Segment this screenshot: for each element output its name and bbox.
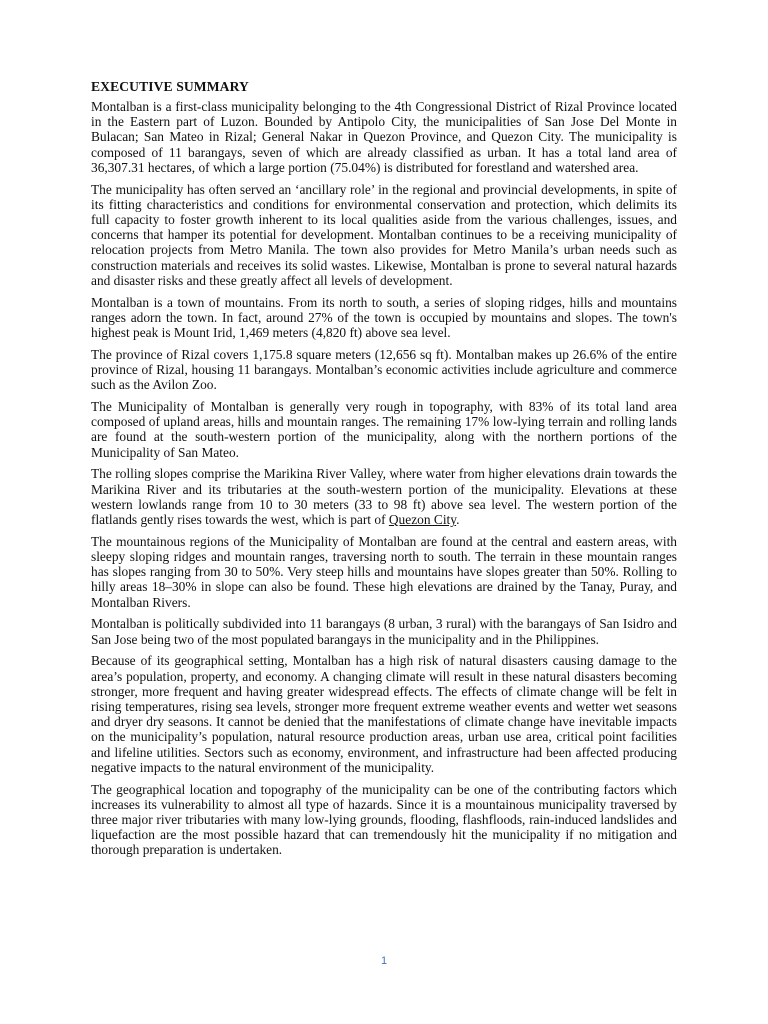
paragraph-topography: The Municipality of Montalban is generally very rough in topography, with 83% of its total land area composed of upland areas, hills and mountain ranges. The remaining 17% low-lying terrain and rolling lands are found at the south-western portion of the municipality, along with the northern portions of the Municipality of San Mateo. xyxy=(91,399,677,460)
paragraph-barangays: Montalban is politically subdivided into 11 barangays (8 urban, 3 rural) with the barangays of San Isidro and San Jose being two of the most populated barangays in the municipality and in the Philippines. xyxy=(91,616,677,647)
paragraph-vulnerability: The geographical location and topography of the municipality can be one of the contributing factors which increases its vulnerability to almost all type of hazards. Since it is a mountainous municipality traversed by three major river tributaries with many low-lying grounds, flooding, flashfloods, rain-induced landslides and liquefaction are the most possible hazard that can tremendously hit the municipality if no mitigation and thorough preparation is undertaken. xyxy=(91,781,677,858)
page-number: 1 xyxy=(380,955,388,967)
quezon-city-link[interactable]: Quezon City xyxy=(388,512,457,528)
paragraph-province-of-rizal: The province of Rizal covers 1,175.8 square meters (12,656 sq ft). Montalban makes up 26.6% of the entire province of Rizal, housing 11 barangays. Montalban’s economic activities include agriculture and commerce such as the Avilon Zoo. xyxy=(91,346,677,393)
paragraph-mountainous-regions: The mountainous regions of the Municipality of Montalban are found at the central and eastern areas, with sleepy sloping ridges and mountain ranges, traversing north to south. The terrain in these mountain ranges has slopes ranging from 30 to 50%. Very steep hills and mountains have slopes greater than 50%. Rolling to hilly areas 18–30% in slope can also be found. These high elevations are drained by the Tanay, Puray, and Montalban Rivers. xyxy=(91,533,677,610)
paragraph-overview: Montalban is a first-class municipality belonging to the 4th Congressional District of Rizal Province located in the Eastern part of Luzon. Bounded by Antipolo City, the municipalities of San Jose Del Monte in Bulacan; San Mateo in Rizal; General Nakar in Quezon Province, and Quezon City. The municipality is composed of 11 barangays, seven of which are already classified as urban. It has a total land area of 36,307.31 hectares, of which a large portion (75.04%) is distributed for forestland and watershed area. xyxy=(91,99,677,175)
paragraph-rolling-slopes-text: The rolling slopes comprise the Marikina River Valley, where water from higher elevations drain towards the Marikina River and its tributaries at the south-western portion of the municipality. Elevations at these western lowlands range from 10 to 30 meters (33 to 98 ft) above sea level. The western portion of the flatlands gently rises towards the west, which is part of xyxy=(91,466,677,528)
section-heading: EXECUTIVE SUMMARY xyxy=(91,79,249,94)
paragraph-rolling-slopes xyxy=(91,466,677,527)
paragraph-rolling-slopes-end: . xyxy=(456,512,460,528)
paragraph-climate-change: Because of its geographical setting, Montalban has a high risk of natural disasters causing damage to the area’s population, property, and economy. A changing climate will result in these natural disasters becoming stronger, more frequent and having greater widespread effects. The effects of climate change will be felt in rising temperatures, rising sea levels, stronger more frequent extreme weather events and wetter wet seasons and dryer dry seasons. It cannot be denied that the manifestations of climate change have inevitable impacts on the municipality’s population, natural resource production areas, urban use area, critical point facilities and lifeline utilities. Sectors such as economy, environment, and infrastructure had been affected producing negative impacts to the natural environment of the municipality. xyxy=(91,653,677,775)
paragraph-town-of-mountains: Montalban is a town of mountains. From its north to south, a series of sloping ridges, hills and mountains ranges adorn the town. In fact, around 27% of the town is occupied by mountains and slopes. The town's highest peak is Mount Irid, 1,469 meters (4,820 ft) above sea level. xyxy=(91,294,677,341)
paragraph-ancillary-role: The municipality has often served an ‘ancillary role’ in the regional and provincial developments, in spite of its fitting characteristics and conditions for environmental conservation and protection, which delimits its full capacity to foster growth inherent to its local qualities aside from the various challenges, issues, and concerns that hamper its potential for development. Montalban continues to be a receiving municipality of relocation projects from Metro Manila. The town also provides for Metro Manila’s urban needs such as construction materials and receives its solid wastes. Likewise, Montalban is prone to several natural hazards and disaster risks and these greatly affect all levels of development. xyxy=(91,181,677,288)
document-body xyxy=(91,78,677,864)
